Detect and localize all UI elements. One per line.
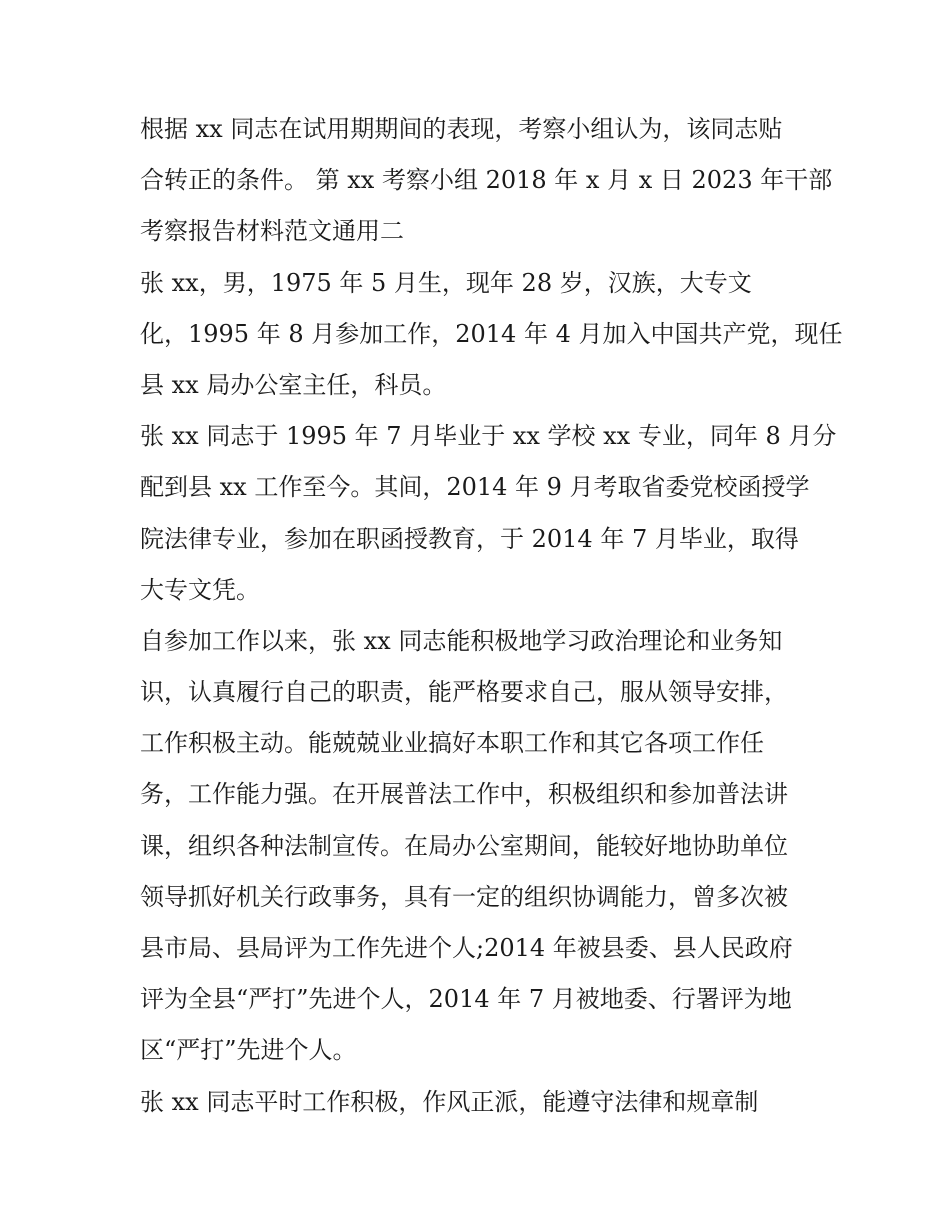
text-line: 区“严打”先进个人。 — [140, 1036, 357, 1065]
text-line: 工作积极主动。能兢兢业业搞好本职工作和其它各项工作任 — [140, 729, 764, 758]
text-line: 课，组织各种法制宣传。在局办公室期间，能较好地协助单位 — [140, 831, 788, 860]
text-line: 大专文凭。 — [140, 575, 260, 604]
text-line: 评为全县“严打”先进个人，2014 年 7 月被地委、行署评为地 — [140, 985, 792, 1014]
document-body — [140, 104, 843, 1128]
text-line: 考察报告材料范文通用二 — [140, 217, 404, 246]
text-line: 领导抓好机关行政事务，具有一定的组织协调能力，曾多次被 — [140, 882, 788, 911]
text-line: 张 xx 同志平时工作积极，作风正派，能遵守法律和规章制 — [140, 1087, 759, 1116]
text-line: 张 xx 同志于 1995 年 7 月毕业于 xx 学校 xx 专业，同年 8 月分 — [140, 422, 837, 451]
text-line: 识，认真履行自己的职责，能严格要求自己，服从领导安排， — [140, 678, 788, 707]
text-line: 配到县 xx 工作至今。其间，2014 年 9 月考取省委党校函授学 — [140, 473, 810, 502]
text-line: 化，1995 年 8 月参加工作，2014 年 4 月加入中国共产党，现任 — [140, 319, 843, 348]
text-line: 县市局、县局评为工作先进个人;2014 年被县委、县人民政府 — [140, 934, 793, 962]
text-line: 合转正的条件。 第 xx 考察小组 2018 年 x 月 x 日 2023 年干部 — [140, 166, 833, 195]
text-line: 县 xx 局办公室主任，科员。 — [140, 370, 447, 399]
text-line: 张 xx，男，1975 年 5 月生，现年 28 岁，汉族，大专文 — [140, 268, 752, 297]
text-line: 务，工作能力强。在开展普法工作中，积极组织和参加普法讲 — [140, 780, 788, 809]
text-line: 院法律专业，参加在职函授教育，于 2014 年 7 月毕业，取得 — [140, 524, 799, 553]
text-line: 根据 xx 同志在试用期期间的表现，考察小组认为，该同志贴 — [140, 115, 783, 143]
text-line: 自参加工作以来，张 xx 同志能积极地学习政治理论和业务知 — [140, 626, 783, 655]
